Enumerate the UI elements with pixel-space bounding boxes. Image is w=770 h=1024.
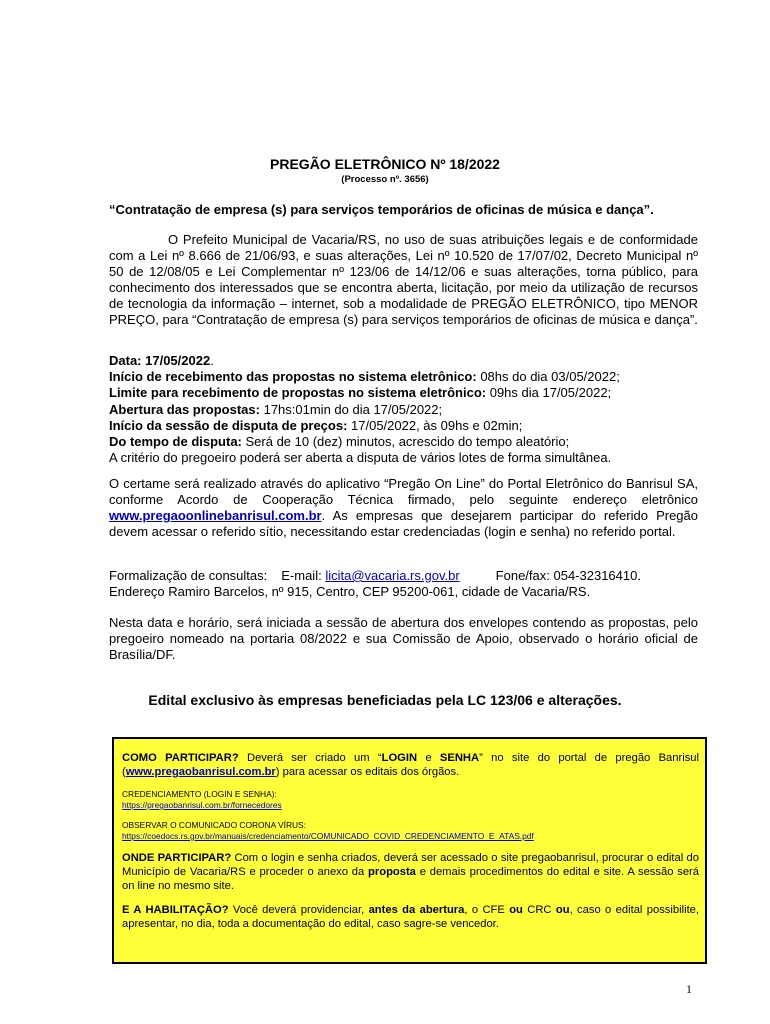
schedule-label: Limite para recebimento de propostas no sistema eletrônico: <box>109 385 487 401</box>
how-text: ) para acessar os editais dos órgãos. <box>275 766 460 778</box>
platform-text-before: O certame será realizado através do aplicativo “Pregão On Line” do Portal Eletrônico do Banrisul SA, conforme Acordo de Cooperação Técnica firmado, pelo seguinte endereço eletrônico <box>109 476 698 507</box>
hab-bold: ou <box>555 904 570 916</box>
email-link[interactable]: licita@vacaria.rs.gov.br <box>325 568 460 583</box>
where-text: e demais procedimentos do edital e site. A sessão será on line no mesmo site. <box>122 866 699 892</box>
corona-block <box>122 820 699 842</box>
date-suffix: . <box>210 353 214 368</box>
how-label: COMO PARTICIPAR? <box>122 752 239 764</box>
corona-link[interactable]: https://coedocs.rs.gov.br/manuais/credenciamento/COMUNICADO_COVID_CREDENCIAMENTO_E_ATAS.pdf <box>122 831 534 841</box>
exclusive-notice: Edital exclusivo às empresas beneficiadas pela LC 123/06 e alterações. <box>148 692 622 708</box>
criteria-line: A critério do pregoeiro poderá ser aberta a disputa de vários lotes de forma simultânea. <box>109 450 612 466</box>
schedule-line <box>109 385 699 401</box>
schedule-value: 09hs dia 17/05/2022; <box>486 385 612 401</box>
corona-label: OBSERVAR O COMUNICADO CORONA VÍRUS: <box>122 820 306 830</box>
hab-text: , caso o edital possibilite, apresentar, no dia, toda a documentação do edital, caso sagre-se vencedor. <box>122 904 700 930</box>
participation-box <box>112 737 707 964</box>
hab-text: CRC <box>522 904 556 916</box>
credenciamento-link[interactable]: https://pregaobanrisul.com.br/fornecedores <box>122 800 282 810</box>
contact-line <box>109 568 709 584</box>
phone-text: Fone/fax: 054-32316410. <box>495 568 641 583</box>
schedule-line <box>109 369 699 385</box>
login-text: LOGIN <box>381 752 418 764</box>
credenciamento-block <box>122 789 699 811</box>
credenciamento-label: CREDENCIAMENTO (LOGIN E SENHA): <box>122 789 277 799</box>
how-text: ” no site do portal de pregão Banrisul ( <box>122 752 699 778</box>
where-text: Com o login e senha criados, deverá ser acessado o site pregaobanrisul, procurar o edital do Município de Vacaria/RS e proceder o anexo da <box>122 852 699 878</box>
process-number: (Processo nº. 3656) <box>341 174 429 185</box>
session-paragraph: Nesta data e horário, será iniciada a sessão de abertura dos envelopes contendo as propostas, pelo pregoeiro nomeado na portaria 08/2022 e sua Comissão de Apoio, observado o horário oficial de Brasília/DF. <box>109 615 698 662</box>
hab-bold: ou <box>509 904 523 916</box>
how-text: Deverá ser criado um “ <box>238 752 382 764</box>
where-label: ONDE PARTICIPAR? <box>122 852 232 864</box>
hab-bold: antes da abertura <box>368 904 465 916</box>
platform-link[interactable]: www.pregaoonlinebanrisul.com.br <box>109 508 322 523</box>
schedule-label: Abertura das propostas: <box>109 401 260 417</box>
schedule-value: 08hs do dia 03/05/2022; <box>476 369 620 385</box>
senha-text: SENHA <box>439 752 480 764</box>
schedule-label: Do tempo de disputa: <box>109 434 242 450</box>
schedule-value: 17/05/2022, às 09hs e 02min; <box>347 417 523 433</box>
hab-text: , o CFE <box>464 904 510 916</box>
page-number: 1 <box>686 982 692 996</box>
hab-text: Você deverá providenciar, <box>228 904 369 916</box>
schedule-line <box>109 402 699 418</box>
intro-paragraph: O Prefeito Municipal de Vacaria/RS, no uso de suas atribuições legais e de conformidade com a Lei nº 8.666 de 21/06/93, e suas alterações, Lei nº 10.520 de 17/07/02, Decreto Municipal nº 50 de 12/08/05 e Lei Complementar nº 123/06 de 14/12/06 e suas alterações, torna público, para conhecimento dos interessados que se encontra aberta, licitação, por meio da utilização de recursos de tecnologia da informação – internet, sob a modalidade de PREGÃO ELETRÔNICO, tipo MENOR PREÇO, para “Contratação de empresa (s) para serviços temporários de oficinas de música e dança”. <box>109 232 698 327</box>
schedule-value: Será de 10 (dez) minutos, acrescido do tempo aleatório; <box>241 434 570 450</box>
date-line <box>109 353 699 369</box>
how-to-participate <box>122 751 699 779</box>
email-label: E-mail: <box>281 568 322 583</box>
hab-label: E A HABILITAÇÃO? <box>122 904 229 916</box>
address-line: Endereço Ramiro Barcelos, nº 915, Centro, CEP 95200-061, cidade de Vacaria/RS. <box>109 584 591 599</box>
object-description: “Contratação de empresa (s) para serviços temporários de oficinas de música e dança”. <box>109 202 654 217</box>
proposta-text: proposta <box>368 866 416 878</box>
schedule-line <box>109 434 699 450</box>
date-label: Data: 17/05/2022 <box>109 353 211 368</box>
how-text: e <box>417 752 440 764</box>
banrisul-link[interactable]: www.pregaobanrisul.com.br <box>125 766 276 778</box>
schedule-block <box>109 353 699 466</box>
contact-block <box>109 568 709 600</box>
schedule-label: Início de recebimento das propostas no sistema eletrônico: <box>109 369 477 385</box>
schedule-line <box>109 418 699 434</box>
schedule-value: 17hs:01min do dia 17/05/2022; <box>259 401 443 417</box>
where-to-participate <box>122 851 699 893</box>
platform-text-after: . As empresas que desejarem participar do referido Pregão devem acessar o referido sítio, necessitando estar credenciadas (login e senha) no referido portal. <box>109 508 698 539</box>
platform-paragraph <box>109 476 698 540</box>
contact-label: Formalização de consultas: <box>109 568 268 583</box>
schedule-label: Início da sessão de disputa de preços: <box>109 417 348 433</box>
document-title: PREGÃO ELETRÔNICO Nº 18/2022 <box>270 156 500 172</box>
habilitation <box>122 903 699 931</box>
